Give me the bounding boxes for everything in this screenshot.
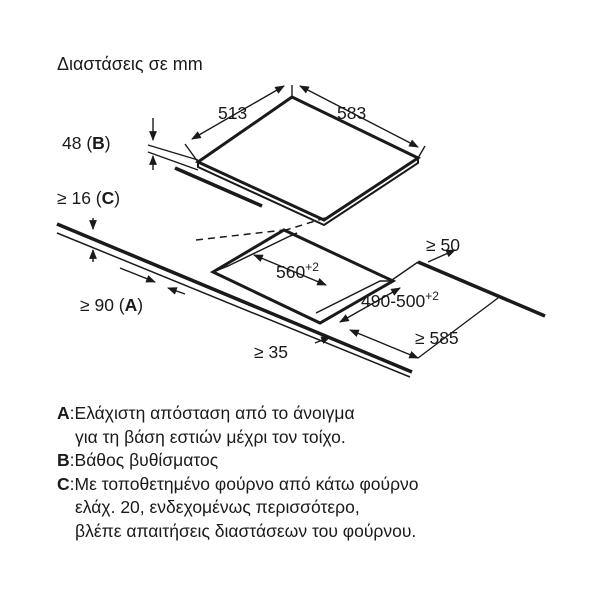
legend-text: Βάθος βυθίσματος [74, 450, 219, 470]
label-490: $490-500^{+2}$ [361, 289, 439, 311]
legend-text-continued: βλέπε απαιτήσεις διαστάσεων του φούρνου. [75, 520, 417, 541]
legend-text-continued: ελάχ. 20, ενδεχομένως περισσότερο, [75, 497, 360, 517]
legend-key: C [57, 473, 70, 494]
label-560: $560^{+2}$ [276, 260, 319, 282]
legend-item-a: A : Ελάχιστη απόσταση από το άνοιγμα [57, 402, 419, 426]
legend-text-continued: για τη βάση εστιών μέχρι τον τοίχο. [75, 426, 346, 447]
label-583: 583 [337, 103, 367, 123]
label-90: ≥ 90 (A) [80, 295, 144, 315]
legend-text: Ελάχιστη απόσταση από το άνοιγμα [74, 403, 355, 423]
legend [57, 402, 419, 543]
legend-key: B [57, 450, 70, 470]
label-513: 513 [218, 103, 248, 123]
legend-key: A [57, 403, 70, 423]
label-48: 48 (B) [62, 133, 111, 153]
dim-line-585 [350, 330, 418, 358]
label-16: ≥ 16 (C) [57, 188, 121, 208]
label-585: ≥ 585 [415, 328, 459, 348]
label-35: ≥ 35 [254, 342, 288, 362]
label-50: ≥ 50 [426, 235, 460, 255]
legend-item-c: C : Με τοποθετημένο φούρνο από κάτω φούρνο [57, 473, 419, 497]
dim-line-90b [168, 288, 185, 294]
diagram-title: Διαστάσεις σε mm [57, 54, 203, 74]
hidden-lines [196, 218, 325, 240]
legend-text: Με τοποθετημένο φούρνο από κάτω φούρνο [74, 473, 419, 494]
legend-item-b: B : Βάθος βυθίσματος [57, 449, 419, 473]
